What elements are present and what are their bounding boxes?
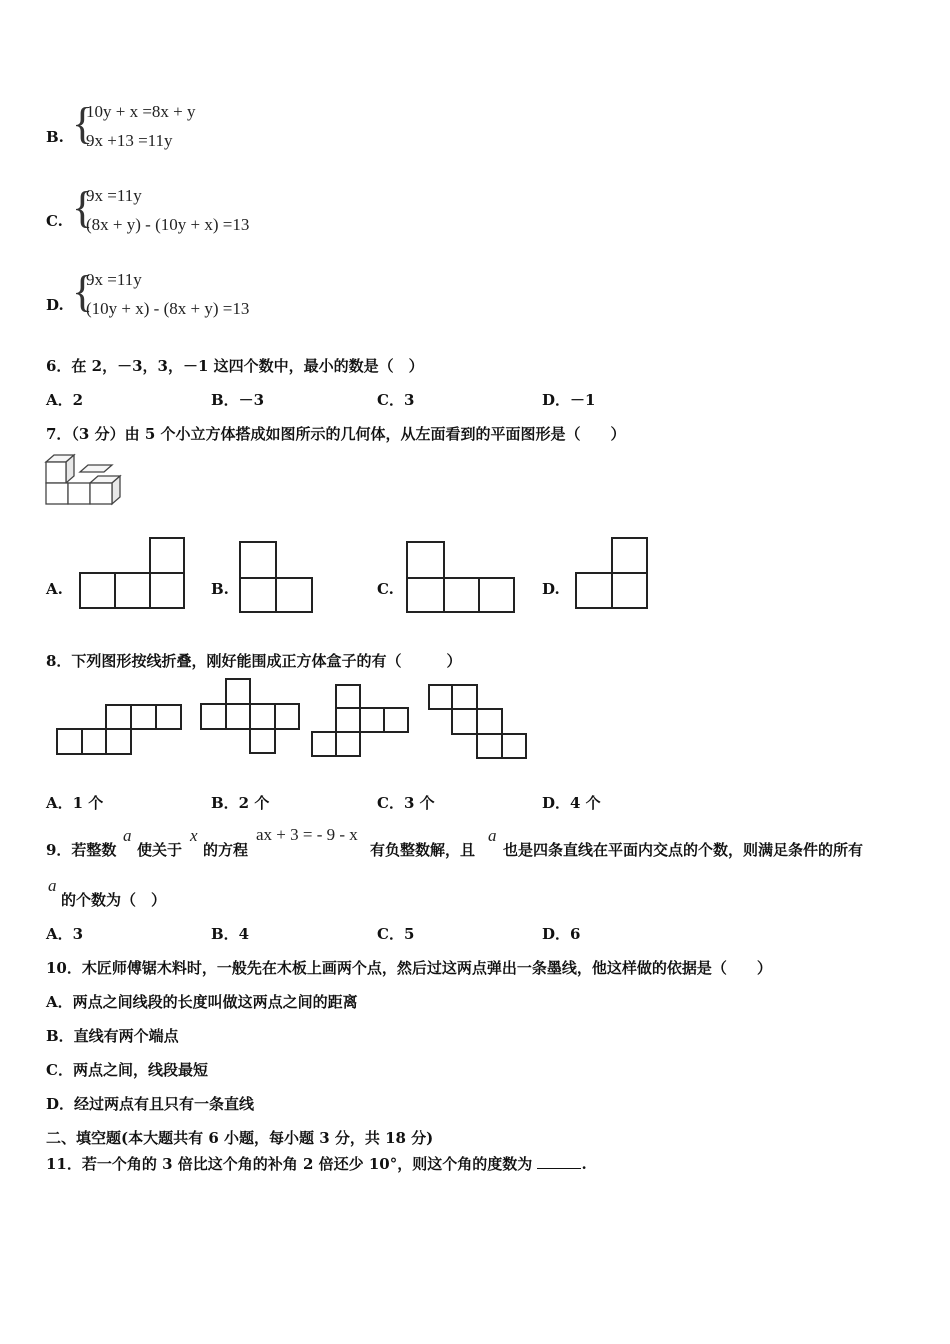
q6-option-a[interactable]: A．2: [46, 391, 84, 409]
q9-var-x: x: [190, 826, 198, 845]
q9-var-a-2: a: [488, 826, 497, 845]
q5-option-b-brace: {: [72, 99, 94, 148]
q9-option-c[interactable]: C．5: [377, 925, 415, 943]
q8-option-b[interactable]: B．2 个: [211, 794, 270, 812]
q9-stem-part4: 有负整数解，且: [370, 841, 476, 859]
q7-option-d-label[interactable]: D.: [542, 580, 560, 598]
q6-option-d[interactable]: D．－1: [542, 391, 596, 409]
q7-option-a-figure[interactable]: [72, 536, 188, 612]
q8-option-c[interactable]: C．3 个: [377, 794, 435, 812]
q9-option-d[interactable]: D．6: [542, 925, 581, 943]
q8-net-2: [198, 676, 304, 756]
q8-stem: 8．下列图形按线折叠，刚好能围成正方体盒子的有（ ）: [46, 652, 462, 670]
q7-option-b-label[interactable]: B.: [211, 580, 229, 598]
q9-var-a: a: [123, 826, 132, 845]
q5-option-b-eq2: 9x +13 =11y: [86, 131, 173, 150]
q9-equation: ax + 3 = - 9 - x: [256, 825, 358, 844]
q11-answer-blank[interactable]: [537, 1154, 581, 1169]
q9-stem-part2: 使关于: [137, 841, 183, 859]
q5-option-c-eq1: 9x =11y: [86, 186, 142, 205]
q10-option-b[interactable]: B．直线有两个端点: [46, 1027, 179, 1045]
q10-option-a[interactable]: A．两点之间线段的长度叫做这两点之间的距离: [46, 993, 358, 1011]
q9-stem-part1: 9．若整数: [46, 841, 117, 859]
q5-option-c-brace: {: [72, 183, 94, 232]
q8-option-d[interactable]: D．4 个: [542, 794, 601, 812]
q5-option-b-label[interactable]: B.: [46, 128, 64, 146]
q10-option-d[interactable]: D．经过两点有且只有一条直线: [46, 1095, 255, 1113]
q9-stem-part3: 的方程: [203, 841, 249, 859]
q8-net-4: [424, 682, 530, 762]
q5-option-d-label[interactable]: D.: [46, 296, 64, 314]
q9-stem-part6: 的个数为（ ）: [61, 891, 167, 909]
q6-option-c[interactable]: C．3: [377, 391, 415, 409]
q5-option-d-eq1: 9x =11y: [86, 270, 142, 289]
q8-option-a[interactable]: A．1 个: [46, 794, 104, 812]
q9-stem-part5: 也是四条直线在平面内交点的个数，则满足条件的所有: [503, 841, 864, 859]
q5-option-d-eq2: (10y + x) - (8x + y) =13: [86, 299, 250, 318]
q5-option-c-label[interactable]: C.: [46, 212, 63, 230]
q9-option-b[interactable]: B．4: [211, 925, 250, 943]
q11-stem-text: 11．若一个角的 3 倍比这个角的补角 2 倍还少 10°，则这个角的度数为: [46, 1155, 533, 1173]
q10-stem: 10．木匠师傅锯木料时，一般先在木板上画两个点，然后过这两点弹出一条墨线，他这样做的依据是（ ）: [46, 959, 772, 977]
q6-stem: 6．在 2，－3，3，－1 这四个数中，最小的数是（ ）: [46, 357, 424, 375]
q5-option-d-brace: {: [72, 267, 94, 316]
q5-option-b-eq1: 10y + x =8x + y: [86, 102, 196, 121]
q10-option-c[interactable]: C．两点之间，线段最短: [46, 1061, 208, 1079]
q9-option-a[interactable]: A．3: [46, 925, 84, 943]
q7-option-a-label[interactable]: A.: [46, 580, 63, 598]
q7-option-c-figure[interactable]: [403, 538, 519, 614]
q7-cube-solid-figure: [44, 452, 132, 508]
q7-option-c-label[interactable]: C.: [377, 580, 394, 598]
q8-net-1: [54, 702, 184, 758]
section-2-heading: 二、填空题(本大题共有 6 小题，每小题 3 分，共 18 分): [46, 1129, 434, 1147]
q11-stem: [46, 1153, 587, 1174]
q7-option-b-figure[interactable]: [236, 538, 316, 614]
q11-stem-end: .: [581, 1155, 587, 1173]
q5-option-c-eq2: (8x + y) - (10y + x) =13: [86, 215, 250, 234]
q7-stem: 7．（3 分）由 5 个小立方体搭成如图所示的几何体，从左面看到的平面图形是（ ）: [46, 425, 626, 443]
q8-net-3: [308, 682, 412, 760]
q6-option-b[interactable]: B．－3: [211, 391, 265, 409]
q7-option-d-figure[interactable]: [572, 536, 652, 612]
q9-var-a-3: a: [48, 876, 57, 895]
